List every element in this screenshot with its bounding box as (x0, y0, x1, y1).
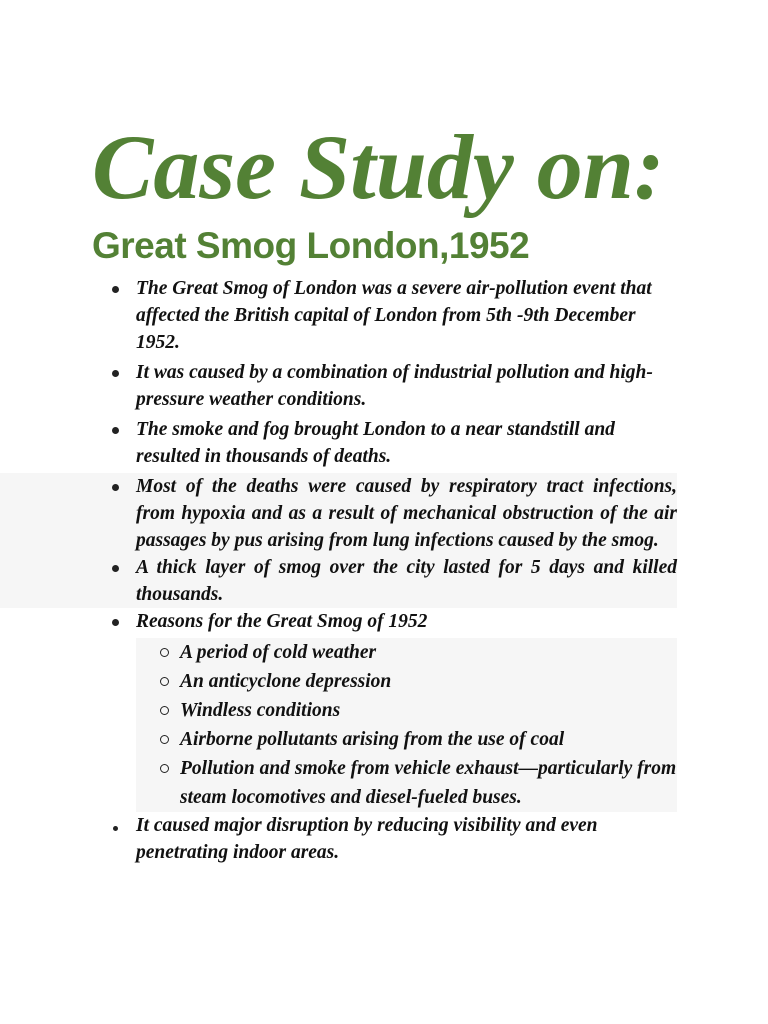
list-item-text: The Great Smog of London was a severe air-pollution event that affected the British capital of London from 5th -9th December 1952. (136, 278, 652, 353)
list-item-text: Most of the deaths were caused by respiratory tract infections, from hypoxia and as a result of mechanical obstruction of the air passages by pus arising from lung infections caused by the smog. (136, 476, 677, 551)
sublist-item (136, 638, 677, 667)
list-item (0, 359, 677, 413)
reasons-sublist (136, 638, 677, 812)
bullet-list (0, 275, 768, 866)
sublist-item-text: Windless conditions (180, 700, 341, 721)
sublist-item-text: An anticyclone depression (180, 671, 392, 692)
hollow-bullet-icon (160, 764, 169, 773)
bullet-icon (112, 565, 119, 572)
list-item-text: Reasons for the Great Smog of 1952 (136, 611, 428, 632)
sublist-item-text: A period of cold weather (180, 642, 377, 663)
list-item-text: A thick layer of smog over the city lasted for 5 days and killed thousands. (136, 557, 677, 605)
list-item (0, 554, 677, 608)
hollow-bullet-icon (160, 706, 169, 715)
bullet-icon (112, 619, 119, 626)
page-title: Case Study on: (92, 116, 665, 218)
list-item (0, 275, 677, 356)
bullet-icon (112, 286, 119, 293)
list-item-text: The smoke and fog brought London to a near standstill and resulted in thousands of deaths. (136, 419, 615, 467)
bullet-icon (113, 826, 118, 831)
reasons-sublist-wrapper (0, 638, 768, 812)
bullet-icon (112, 484, 119, 491)
list-item (0, 812, 677, 866)
bullet-icon (112, 370, 119, 377)
hollow-bullet-icon (160, 648, 169, 657)
list-item-text: It was caused by a combination of industrial pollution and high-pressure weather conditions. (136, 362, 653, 410)
list-item-text: It caused major disruption by reducing visibility and even penetrating indoor areas. (136, 815, 598, 863)
hollow-bullet-icon (160, 677, 169, 686)
sublist-item-text: Airborne pollutants arising from the use of coal (180, 729, 565, 750)
sublist-item (136, 725, 677, 754)
hollow-bullet-icon (160, 735, 169, 744)
list-item (0, 608, 677, 635)
sublist-item (136, 696, 677, 725)
list-item (0, 416, 677, 470)
page-subtitle: Great Smog London,1952 (92, 225, 530, 266)
list-item (0, 473, 677, 554)
bullet-icon (112, 427, 119, 434)
sublist-item (136, 667, 677, 696)
sublist-item-text: Pollution and smoke from vehicle exhaust—particularly from steam locomotives and diesel-fueled buses. (180, 758, 677, 808)
sublist-item (136, 754, 677, 812)
